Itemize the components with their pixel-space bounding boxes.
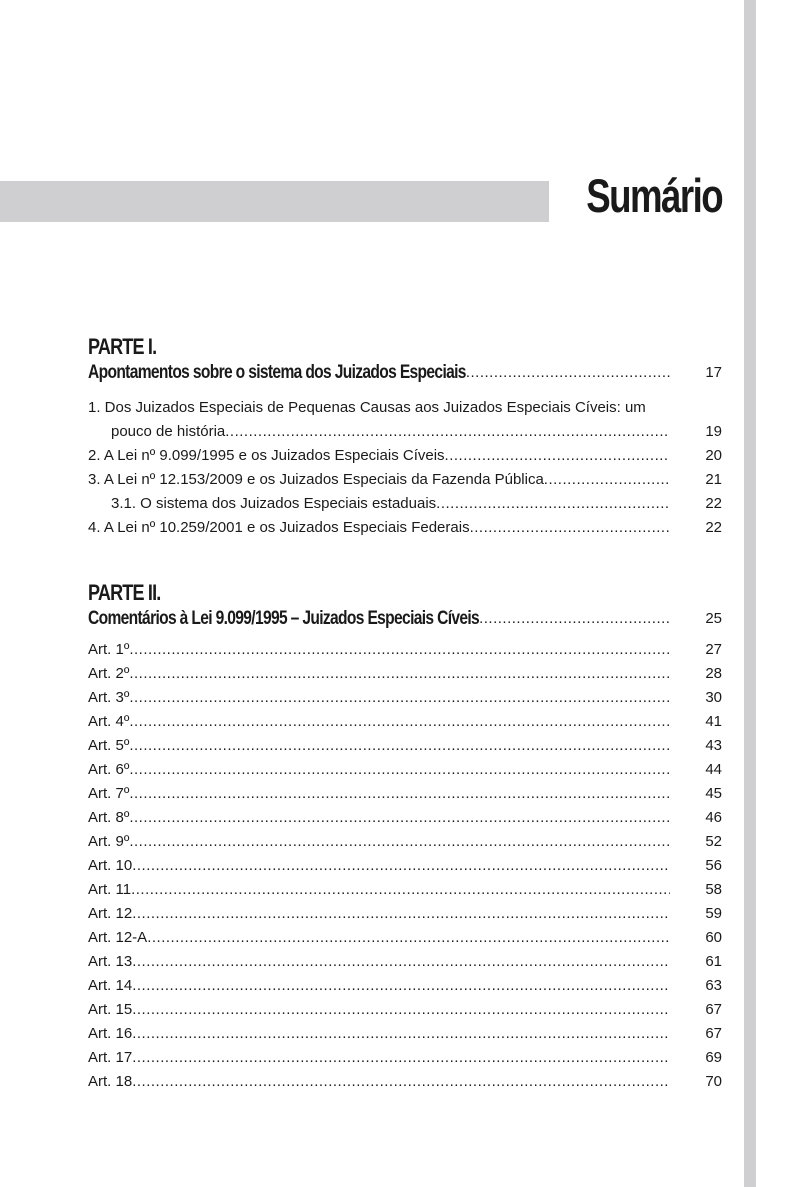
toc-entry-text: Art. 2º xyxy=(88,665,130,682)
toc-page-number: 28 xyxy=(705,665,722,682)
table-of-contents xyxy=(88,334,722,1094)
toc-entry-text: 4. A Lei nº 10.259/2001 e os Juizados Especiais Federais xyxy=(88,519,470,536)
toc-article-entry[interactable] xyxy=(88,1070,722,1094)
toc-page-number: 70 xyxy=(705,1073,722,1090)
dot-leader xyxy=(132,1022,670,1046)
dot-leader xyxy=(129,830,670,854)
toc-article-entry[interactable] xyxy=(88,806,722,830)
toc-page-number: 41 xyxy=(705,713,722,730)
page-title: Sumário xyxy=(586,169,722,222)
toc-entry-3[interactable] xyxy=(88,468,722,492)
toc-entry-text: 2. A Lei nº 9.099/1995 e os Juizados Especiais Cíveis xyxy=(88,447,445,464)
dot-leader xyxy=(129,710,670,734)
toc-page-number: 69 xyxy=(705,1049,722,1066)
toc-article-entry[interactable] xyxy=(88,758,722,782)
toc-page-number: 22 xyxy=(705,519,722,536)
toc-entry-text: Art. 8º xyxy=(88,809,130,826)
dot-leader xyxy=(131,878,670,902)
toc-entry-text: Art. 17 xyxy=(88,1049,133,1066)
toc-article-entry[interactable] xyxy=(88,878,722,902)
dot-leader xyxy=(470,516,670,540)
toc-entry-text: Art. 15 xyxy=(88,1001,133,1018)
toc-article-entry[interactable] xyxy=(88,710,722,734)
toc-heading-text: Comentários à Lei 9.099/1995 – Juizados Especiais Cíveis xyxy=(88,608,480,629)
dot-leader xyxy=(466,360,670,386)
toc-page-number: 22 xyxy=(705,495,722,512)
toc-page-number: 67 xyxy=(705,1001,722,1018)
toc-page-number: 25 xyxy=(705,610,722,627)
toc-page-number: 58 xyxy=(705,881,722,898)
dot-leader xyxy=(132,950,670,974)
dot-leader xyxy=(132,854,670,878)
toc-page-number: 19 xyxy=(705,423,722,440)
toc-entry-text: Art. 12 xyxy=(88,905,133,922)
dot-leader xyxy=(132,902,670,926)
toc-article-entry[interactable] xyxy=(88,902,722,926)
dot-leader xyxy=(132,998,670,1022)
toc-entry-2[interactable] xyxy=(88,444,722,468)
toc-heading-part-2[interactable] xyxy=(88,606,722,632)
dot-leader xyxy=(544,468,670,492)
toc-article-entry[interactable] xyxy=(88,734,722,758)
toc-entry-text: Art. 13 xyxy=(88,953,133,970)
dot-leader xyxy=(132,974,670,998)
toc-page-number: 61 xyxy=(705,953,722,970)
toc-page-number: 67 xyxy=(705,1025,722,1042)
part-1-label: PARTE I. xyxy=(88,334,157,359)
toc-entry-text: Art. 18 xyxy=(88,1073,133,1090)
dot-leader xyxy=(129,806,670,830)
toc-page-number: 60 xyxy=(705,929,722,946)
toc-page-number: 59 xyxy=(705,905,722,922)
toc-entry-text: 3.1. O sistema dos Juizados Especiais estaduais xyxy=(111,495,437,512)
toc-entry-text: 1. Dos Juizados Especiais de Pequenas Causas aos Juizados Especiais Cíveis: um xyxy=(88,399,646,416)
toc-article-entry[interactable] xyxy=(88,950,722,974)
toc-article-entry[interactable] xyxy=(88,830,722,854)
toc-page-number: 27 xyxy=(705,641,722,658)
toc-entry-text: Art. 7º xyxy=(88,785,130,802)
toc-entry-text: Art. 6º xyxy=(88,761,130,778)
toc-article-entry[interactable] xyxy=(88,974,722,998)
toc-article-entry[interactable] xyxy=(88,854,722,878)
toc-page-number: 30 xyxy=(705,689,722,706)
toc-entry-text: Art. 16 xyxy=(88,1025,133,1042)
toc-entry-text: Art. 5º xyxy=(88,737,130,754)
dot-leader xyxy=(225,420,670,444)
toc-entry-text: Art. 1º xyxy=(88,641,130,658)
toc-page-number: 52 xyxy=(705,833,722,850)
toc-page-number: 21 xyxy=(705,471,722,488)
toc-entry-text: Art. 14 xyxy=(88,977,133,994)
toc-page-number: 46 xyxy=(705,809,722,826)
toc-entry-1[interactable] xyxy=(88,396,722,444)
dot-leader xyxy=(147,926,670,950)
toc-page-number: 63 xyxy=(705,977,722,994)
title-band xyxy=(0,181,549,222)
dot-leader xyxy=(129,686,670,710)
dot-leader xyxy=(129,758,670,782)
toc-article-entry[interactable] xyxy=(88,662,722,686)
dot-leader xyxy=(479,606,670,632)
toc-article-entry[interactable] xyxy=(88,1022,722,1046)
toc-entry-text: Art. 4º xyxy=(88,713,130,730)
article-list xyxy=(88,638,722,1094)
toc-page-number: 45 xyxy=(705,785,722,802)
toc-entry-3-1[interactable] xyxy=(88,492,722,516)
toc-entry-text: Art. 10 xyxy=(88,857,133,874)
toc-entry-4[interactable] xyxy=(88,516,722,540)
toc-article-entry[interactable] xyxy=(88,1046,722,1070)
dot-leader xyxy=(132,1046,670,1070)
dot-leader xyxy=(445,444,670,468)
toc-entry-text: Art. 3º xyxy=(88,689,130,706)
toc-entry-text: Art. 12-A xyxy=(88,929,148,946)
dot-leader xyxy=(436,492,670,516)
toc-article-entry[interactable] xyxy=(88,638,722,662)
toc-entry-text: 3. A Lei nº 12.153/2009 e os Juizados Especiais da Fazenda Pública xyxy=(88,471,544,488)
toc-page-number: 56 xyxy=(705,857,722,874)
toc-article-entry[interactable] xyxy=(88,686,722,710)
toc-entry-text: Art. 11 xyxy=(88,881,132,898)
toc-heading-text: Apontamentos sobre o sistema dos Juizados Especiais xyxy=(88,362,466,383)
toc-heading-part-1[interactable] xyxy=(88,360,722,386)
toc-page-number: 43 xyxy=(705,737,722,754)
toc-article-entry[interactable] xyxy=(88,926,722,950)
toc-page-number: 17 xyxy=(705,364,722,381)
dot-leader xyxy=(132,1070,670,1094)
dot-leader xyxy=(129,734,670,758)
side-margin-strip xyxy=(744,0,756,1187)
toc-article-entry[interactable] xyxy=(88,998,722,1022)
toc-page-number: 44 xyxy=(705,761,722,778)
dot-leader xyxy=(129,782,670,806)
toc-page-number: 20 xyxy=(705,447,722,464)
dot-leader xyxy=(129,638,670,662)
toc-article-entry[interactable] xyxy=(88,782,722,806)
toc-entry-text-cont: pouco de história xyxy=(111,423,226,440)
toc-entry-text: Art. 9º xyxy=(88,833,130,850)
part-2-label: PARTE II. xyxy=(88,580,161,605)
dot-leader xyxy=(129,662,670,686)
